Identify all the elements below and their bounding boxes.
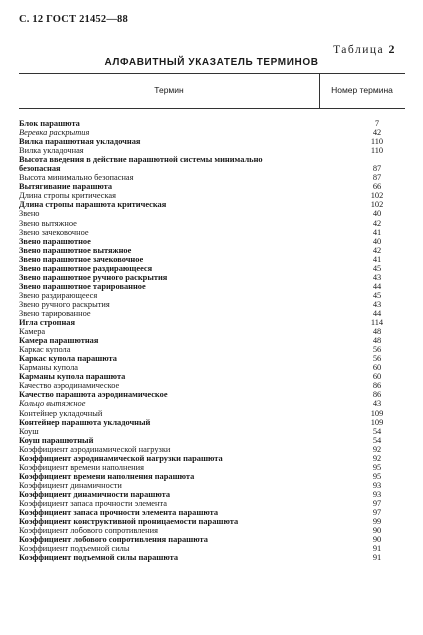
header-number: Номер термина xyxy=(331,85,393,95)
term-cell: Вилка парашютная укладочная xyxy=(19,137,141,147)
term-number-cell: 99 xyxy=(372,517,382,527)
term-number-cell: 90 xyxy=(372,526,382,536)
term-cell: Высота минимально безопасная xyxy=(19,173,134,183)
term-cell: безопасная xyxy=(19,164,61,174)
page-title: АЛФАВИТНЫЙ УКАЗАТЕЛЬ ТЕРМИНОВ xyxy=(104,57,319,68)
table-row xyxy=(19,155,405,164)
table-row xyxy=(19,273,405,282)
term-cell: Кольцо вытяжное xyxy=(19,399,86,409)
term-number-cell: 56 xyxy=(372,345,382,355)
term-number-cell: 54 xyxy=(372,435,382,445)
term-number-cell: 95 xyxy=(372,471,382,481)
term-cell: Веревка раскрытия xyxy=(19,128,90,138)
term-number-cell: 45 xyxy=(372,263,382,273)
table-row xyxy=(19,553,405,562)
term-number-cell: 97 xyxy=(372,508,382,518)
term-cell: Камера xyxy=(19,327,46,337)
term-cell: Вилка укладочная xyxy=(19,146,84,156)
term-cell: Коэффициент времени наполнения xyxy=(19,462,144,472)
term-cell: Звено тарированное xyxy=(19,308,91,318)
term-cell: Длина стропы парашюта критическая xyxy=(19,200,167,210)
term-number-cell: 95 xyxy=(372,462,382,472)
term-number-cell: 110 xyxy=(370,137,384,147)
term-number-cell: 48 xyxy=(372,327,382,337)
term-cell: Звено зачековочное xyxy=(19,227,89,237)
term-number-cell: 92 xyxy=(372,453,382,463)
table-row xyxy=(19,318,405,327)
term-number-cell: 93 xyxy=(372,480,382,490)
table-body xyxy=(19,119,405,562)
term-number-cell: 42 xyxy=(372,245,382,255)
term-number-cell: 87 xyxy=(372,164,382,174)
table-row xyxy=(19,399,405,408)
term-cell: Коуш xyxy=(19,426,39,436)
table-row xyxy=(19,526,405,535)
term-cell: Коэффициент динамичности xyxy=(19,480,122,490)
term-number-cell: 97 xyxy=(372,498,382,508)
term-number-cell: 43 xyxy=(372,399,382,409)
table-row xyxy=(19,200,405,209)
table-row xyxy=(19,372,405,381)
term-cell: Коэффициент конструктивной проницаемости парашюта xyxy=(19,517,239,527)
term-number-cell: 42 xyxy=(372,218,382,228)
term-number-cell: 86 xyxy=(372,390,382,400)
term-cell: Коэффициент подъемной силы xyxy=(19,544,130,554)
term-cell: Звено парашютное раздирающееся xyxy=(19,263,153,273)
term-number-cell: 7 xyxy=(374,119,380,128)
term-number-cell: 41 xyxy=(372,227,382,237)
term-cell: Блок парашюта xyxy=(19,119,80,128)
term-number-cell: 110 xyxy=(370,146,384,156)
table-row xyxy=(19,309,405,318)
term-cell: Контейнер укладочный xyxy=(19,408,103,418)
term-number-cell: 114 xyxy=(370,318,384,328)
table-row xyxy=(19,191,405,200)
running-head: С. 12 ГОСТ 21452—88 xyxy=(19,14,128,25)
table-row xyxy=(19,345,405,354)
term-number-cell: 90 xyxy=(372,535,382,545)
term-cell: Коэффициент запаса прочности элемента парашюта xyxy=(19,508,219,518)
term-number-cell: 102 xyxy=(370,200,384,210)
term-number-cell: 60 xyxy=(372,363,382,373)
table-row xyxy=(19,354,405,363)
table-row xyxy=(19,436,405,445)
table-row xyxy=(19,228,405,237)
table-row xyxy=(19,336,405,345)
table-row xyxy=(19,427,405,436)
table-row xyxy=(19,481,405,490)
term-number-cell: 102 xyxy=(370,191,384,201)
term-number-cell: 41 xyxy=(372,254,382,264)
table-row xyxy=(19,490,405,499)
table-row xyxy=(19,255,405,264)
term-cell: Коэффициент аэродинамической нагрузки парашюта xyxy=(19,453,223,463)
table-row xyxy=(19,517,405,526)
term-number-cell: 43 xyxy=(372,272,382,282)
table-row xyxy=(19,282,405,291)
table-row xyxy=(19,363,405,372)
term-number-cell: 54 xyxy=(372,426,382,436)
term-number-cell: 48 xyxy=(372,336,382,346)
table-row xyxy=(19,418,405,427)
term-cell: Звено xyxy=(19,209,40,219)
table-label-word: Таблица xyxy=(333,44,385,56)
term-cell: Коэффициент лобового сопротивления парашюта xyxy=(19,535,208,545)
term-number-cell: 91 xyxy=(372,544,382,554)
table-row xyxy=(19,119,405,128)
terms-table xyxy=(19,73,405,562)
term-number-cell: 45 xyxy=(372,290,382,300)
term-cell: Качество аэродинамическое xyxy=(19,381,120,391)
term-cell: Звено парашютное xyxy=(19,236,91,246)
table-row xyxy=(19,463,405,472)
term-cell: Коэффициент динамичности парашюта xyxy=(19,489,171,499)
term-cell: Качество парашюта аэродинамическое xyxy=(19,390,168,400)
term-cell: Высота введения в действие парашютной системы минимально xyxy=(19,155,263,165)
term-number-cell: 87 xyxy=(372,173,382,183)
table-row xyxy=(19,508,405,517)
table-row xyxy=(19,499,405,508)
table-row xyxy=(19,291,405,300)
term-cell: Коуш парашютный xyxy=(19,435,94,445)
term-cell: Звено ручного раскрытия xyxy=(19,299,110,309)
table-row xyxy=(19,137,405,146)
term-cell: Камера парашютная xyxy=(19,336,99,346)
term-number-cell: 44 xyxy=(372,281,382,291)
term-cell: Коэффициент аэродинамической нагрузки xyxy=(19,444,171,454)
term-number-cell: 109 xyxy=(370,408,384,418)
table-header xyxy=(19,73,405,109)
term-number-cell: 43 xyxy=(372,299,382,309)
term-cell: Коэффициент подъемной силы парашюта xyxy=(19,553,179,563)
table-row xyxy=(19,164,405,173)
term-number-cell: 109 xyxy=(370,417,384,427)
table-row xyxy=(19,237,405,246)
term-cell: Звено парашютное зачековочное xyxy=(19,254,144,264)
term-number-cell: 66 xyxy=(372,182,382,192)
table-row xyxy=(19,209,405,218)
term-number-cell: 56 xyxy=(372,354,382,364)
table-row xyxy=(19,264,405,273)
term-number-cell: 40 xyxy=(372,236,382,246)
term-number-cell: 93 xyxy=(372,489,382,499)
table-row xyxy=(19,445,405,454)
table-row xyxy=(19,381,405,390)
term-number-cell: 86 xyxy=(372,381,382,391)
term-cell: Звено вытяжное xyxy=(19,218,77,228)
term-cell: Звено парашютное тарированное xyxy=(19,281,146,291)
table-row xyxy=(19,472,405,481)
term-cell: Звено парашютное ручного раскрытия xyxy=(19,272,168,282)
term-cell: Вытягивание парашюта xyxy=(19,182,113,192)
table-row xyxy=(19,409,405,418)
term-number-cell: 44 xyxy=(372,308,382,318)
table-row xyxy=(19,390,405,399)
term-cell: Звено раздирающееся xyxy=(19,290,98,300)
term-cell: Длина стропы критическая xyxy=(19,191,116,201)
term-number-cell: 40 xyxy=(372,209,382,219)
term-cell: Звено парашютное вытяжное xyxy=(19,245,132,255)
term-cell: Игла стропная xyxy=(19,318,76,328)
term-cell: Каркас купола парашюта xyxy=(19,354,117,364)
table-row xyxy=(19,219,405,228)
table-label-number: 2 xyxy=(388,42,396,56)
term-number-cell: 92 xyxy=(372,444,382,454)
term-cell: Коэффициент лобового сопротивления xyxy=(19,526,158,536)
header-term: Термин xyxy=(154,85,184,95)
term-cell: Контейнер парашюта укладочный xyxy=(19,417,151,427)
table-row xyxy=(19,128,405,137)
table-row xyxy=(19,535,405,544)
term-cell: Карманы купола парашюта xyxy=(19,372,126,382)
table-row xyxy=(19,454,405,463)
term-cell: Каркас купола xyxy=(19,345,71,355)
term-cell: Карманы купола xyxy=(19,363,79,373)
table-row xyxy=(19,146,405,155)
table-row xyxy=(19,300,405,309)
table-row xyxy=(19,182,405,191)
term-number-cell: 91 xyxy=(372,553,382,563)
table-row xyxy=(19,173,405,182)
term-number-cell: 42 xyxy=(372,128,382,138)
table-label xyxy=(333,42,396,57)
term-cell: Коэффициент времени наполнения парашюта xyxy=(19,471,195,481)
term-number-cell: 60 xyxy=(372,372,382,382)
term-cell: Коэффициент запаса прочности элемента xyxy=(19,498,167,508)
table-row xyxy=(19,544,405,553)
table-row xyxy=(19,327,405,336)
table-row xyxy=(19,246,405,255)
